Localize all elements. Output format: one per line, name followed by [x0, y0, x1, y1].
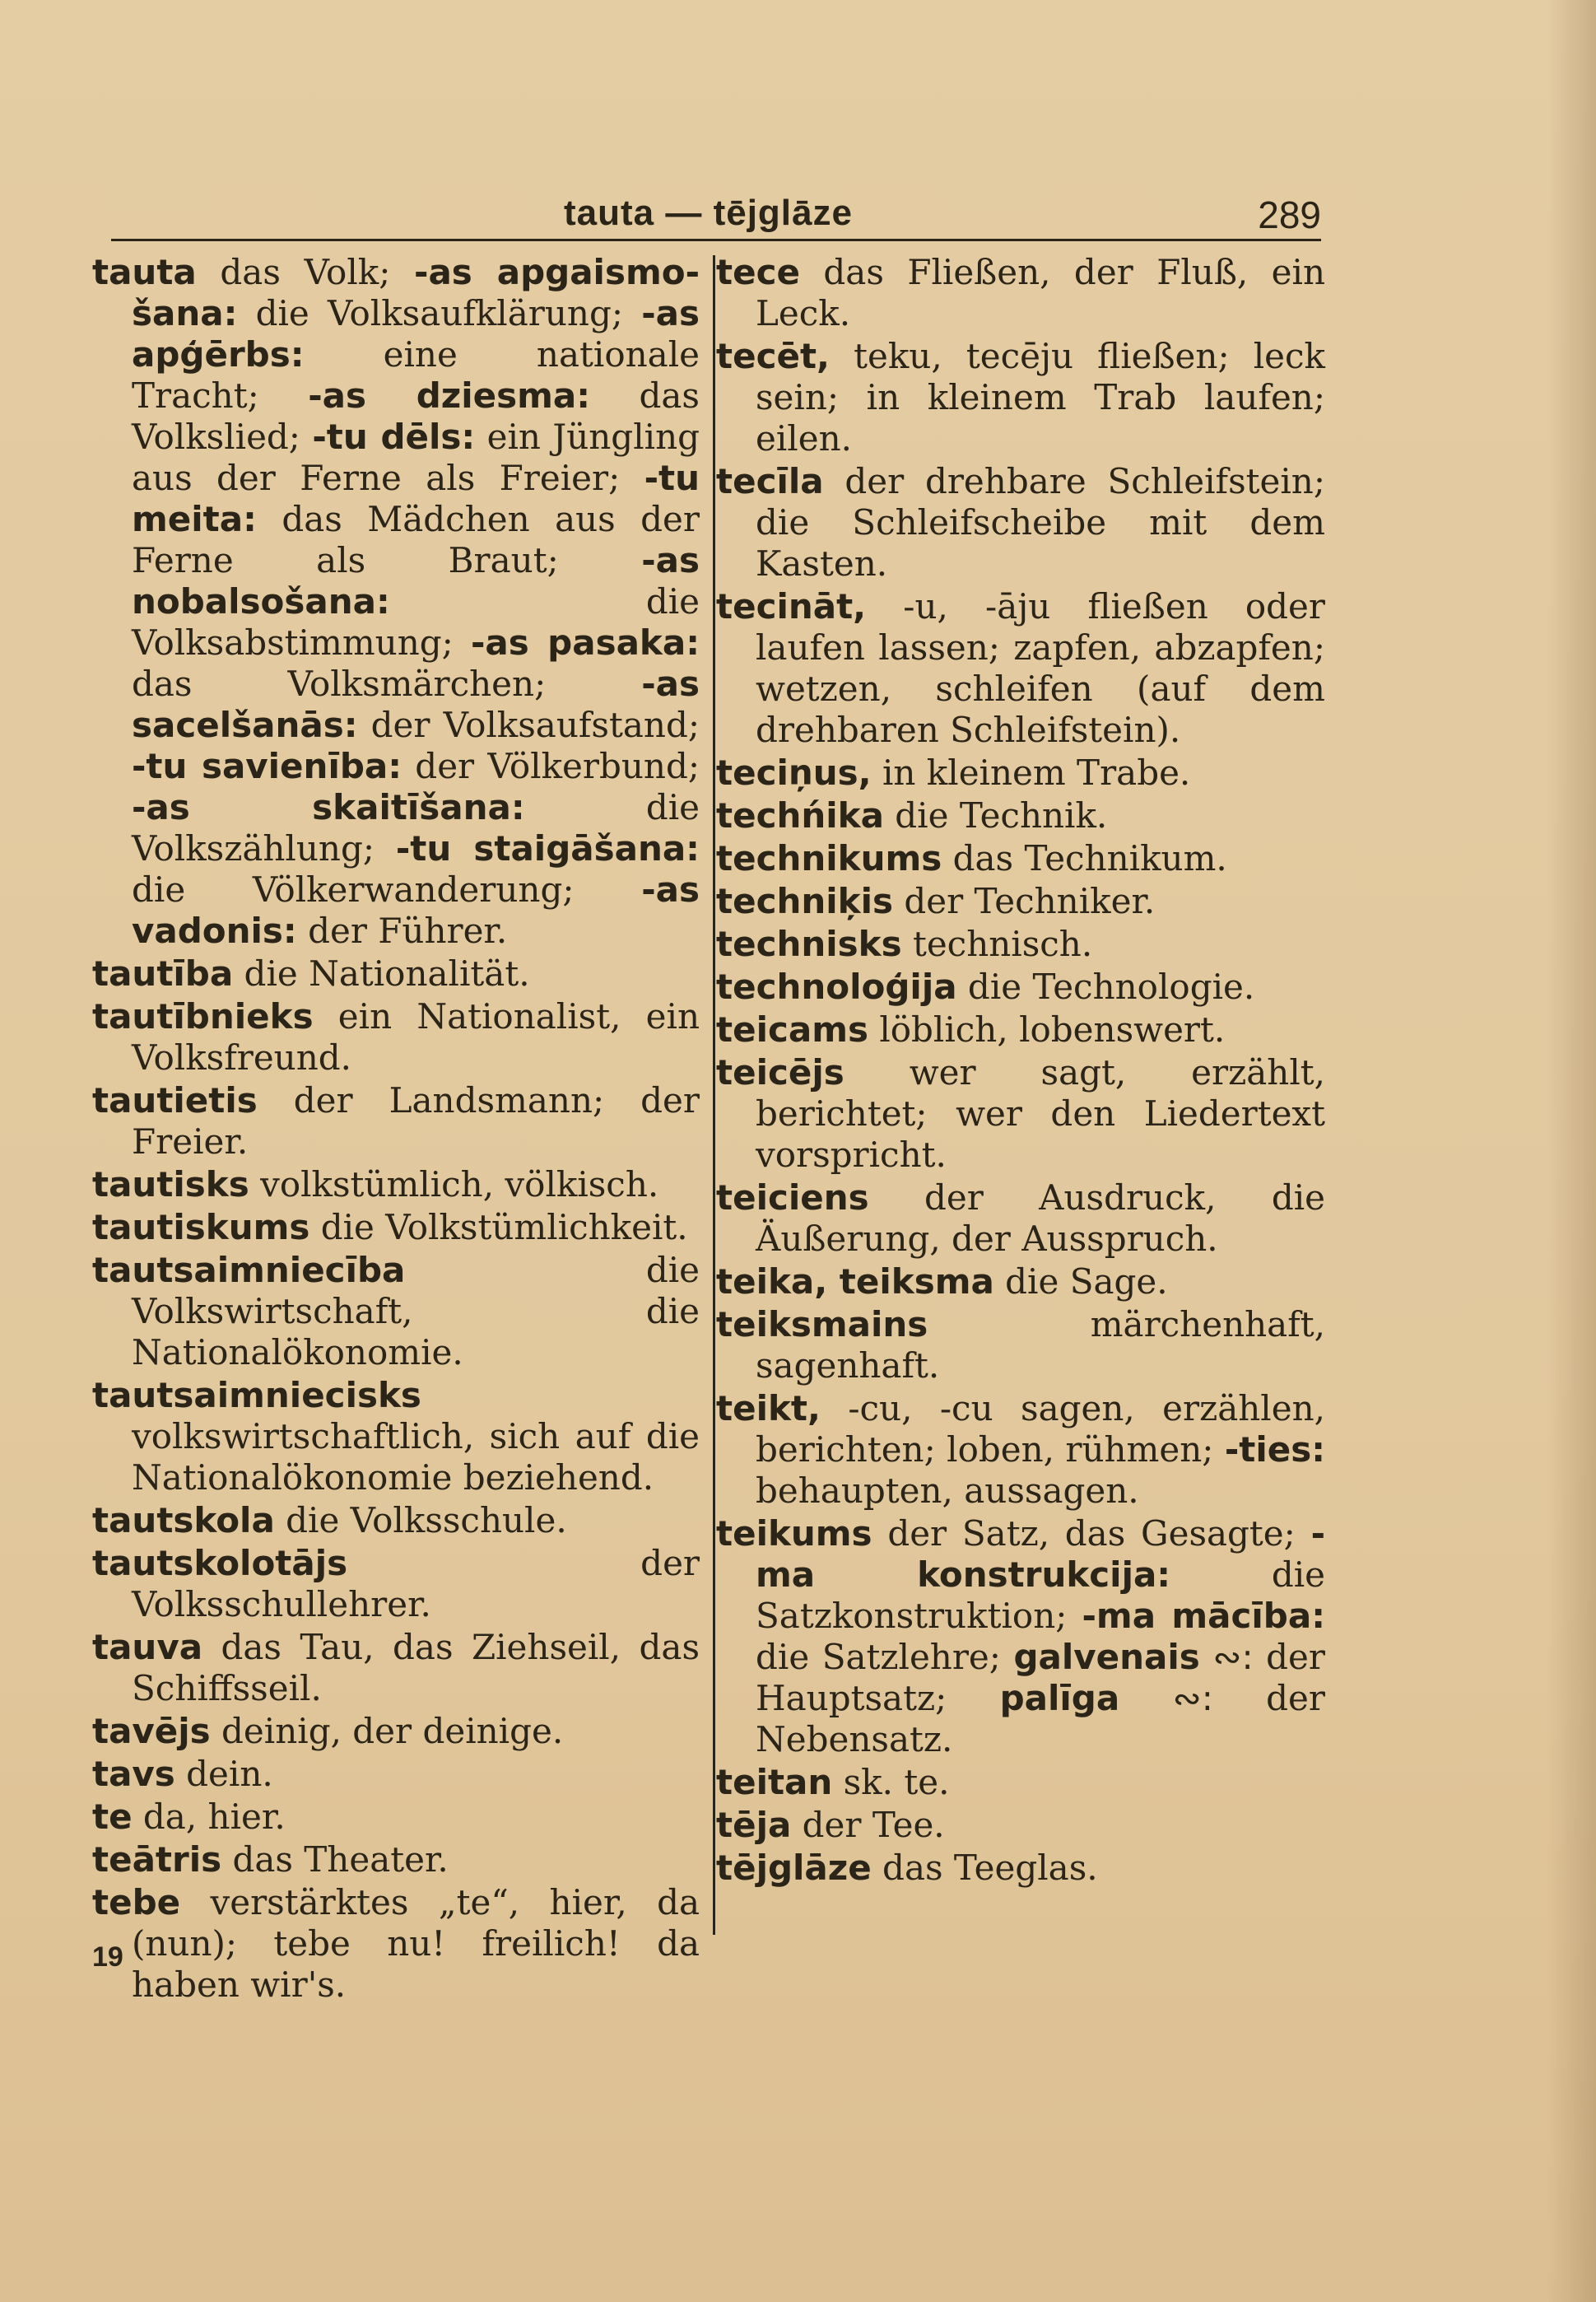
subentry-term: -tu savienība:: [132, 746, 402, 786]
dictionary-entry: [716, 461, 1325, 585]
headword: tautskola: [92, 1500, 275, 1540]
definition-text: da, hier.: [132, 1796, 286, 1837]
headword: technisks: [716, 924, 902, 964]
tilde-symbol: ∾:: [1199, 1637, 1267, 1677]
subentry-term: -ma mācība:: [1082, 1596, 1325, 1636]
headword: tecīla: [716, 461, 824, 501]
definition-text: der drehbare Schleifstein; die Schleifscheibe mit dem Kasten.: [756, 461, 1325, 584]
definition-text: teku, tecēju fließen; leck sein; in kleinem Trab laufen; eilen.: [756, 336, 1325, 459]
subentry-term: -as nobalsošana:: [132, 540, 700, 622]
headword: teiciens: [716, 1177, 869, 1218]
dictionary-entry: [92, 1543, 700, 1625]
definition-text: das Volkslied;: [132, 375, 700, 457]
definition-text: volkstümlich, völkisch.: [249, 1164, 659, 1205]
dictionary-entry: [92, 1711, 700, 1752]
subentry-term: -ma konstrukcija:: [756, 1513, 1325, 1595]
subentry-term: -as skaitīšana:: [132, 787, 525, 827]
definition-text: der Techniker.: [892, 881, 1156, 921]
definition-text: technisch.: [901, 924, 1093, 964]
definition-text: wer sagt, erzählt, berichtet; wer den Liedertext vorspricht.: [756, 1052, 1325, 1175]
headword: tautiskums: [92, 1207, 310, 1247]
definition-text: der Tee.: [791, 1805, 945, 1845]
left-column: [92, 252, 700, 2007]
dictionary-entry: [716, 586, 1325, 751]
headword: techniķis: [716, 881, 893, 921]
headword: tautskolotājs: [92, 1543, 348, 1583]
definition-text: der Volksschullehrer.: [132, 1543, 700, 1624]
definition-text: das Volk;: [196, 252, 415, 292]
dictionary-entry: [716, 1261, 1325, 1302]
definition-text: die Volksschule.: [274, 1500, 567, 1540]
dictionary-entry: [716, 1513, 1325, 1760]
dictionary-entry: [92, 1250, 700, 1373]
subentry-term: -tu dēls:: [312, 417, 476, 457]
definition-text: der Nebensatz.: [756, 1678, 1325, 1759]
headword: tautsaimniecība: [92, 1250, 406, 1290]
headword: teicams: [716, 1009, 868, 1050]
definition-text: die Nationalität.: [233, 953, 530, 994]
tilde-symbol: ∾:: [1119, 1678, 1267, 1718]
subentry-term: galvenais: [1013, 1637, 1200, 1677]
headword: tavējs: [92, 1711, 211, 1751]
definition-text: in kleinem Trabe.: [871, 753, 1191, 793]
dictionary-entry: [716, 967, 1325, 1008]
headword: tējglāze: [716, 1848, 872, 1888]
headword: teiksmains: [716, 1304, 928, 1344]
dictionary-entry: [716, 795, 1325, 836]
headword: techńika: [716, 795, 884, 836]
dictionary-entry: [92, 1164, 700, 1205]
right-column: [716, 252, 1325, 1890]
definition-text: die Volkswirtschaft, die Nationalökonomie.: [132, 1250, 700, 1372]
dictionary-entry: [92, 1627, 700, 1709]
definition-text: die Volksabstimmung;: [132, 581, 700, 663]
definition-text: verstärktes „te“, hier, da (nun); tebe nu! freilich! da haben wir's.: [132, 1882, 700, 2005]
definition-text: die Sage.: [993, 1261, 1168, 1302]
definition-text: behaupten, aussagen.: [756, 1470, 1139, 1511]
headword: tece: [716, 252, 800, 292]
subentry-term: -as sacelšanās:: [132, 664, 700, 745]
definition-text: die Völkerwanderung;: [132, 869, 642, 910]
dictionary-entry: [716, 1177, 1325, 1260]
subentry-term: -as dziesma:: [308, 375, 591, 416]
dictionary-entry: [92, 996, 700, 1079]
dictionary-entry: [716, 1009, 1325, 1051]
headword: tautietis: [92, 1080, 258, 1121]
dictionary-entry: [92, 953, 700, 995]
dictionary-entry: [716, 1304, 1325, 1386]
dictionary-entry: [716, 1388, 1325, 1512]
definition-text: das Technikum.: [942, 838, 1227, 878]
definition-text: ein Jüngling aus der Ferne als Freier;: [132, 417, 700, 498]
headword: tauva: [92, 1627, 203, 1667]
definition-text: -cu, -cu sagen, erzählen, berichten; loben, rühmen;: [756, 1388, 1325, 1470]
dictionary-entry: [716, 1762, 1325, 1803]
headword: te: [92, 1796, 133, 1837]
headword: teikt,: [716, 1388, 821, 1428]
definition-text: sk. te.: [832, 1762, 950, 1802]
definition-text: die Technik.: [883, 795, 1108, 836]
page-edge-shadow: [1547, 0, 1596, 2302]
definition-text: das Theater.: [221, 1839, 449, 1880]
definition-text: die Technologie.: [956, 967, 1255, 1007]
headword: tautība: [92, 953, 234, 994]
headword: tebe: [92, 1882, 181, 1922]
dictionary-entry: [92, 1500, 700, 1541]
dictionary-entry: [92, 1080, 700, 1163]
dictionary-entry: [92, 1882, 700, 2006]
running-header: [111, 189, 1321, 241]
page-number: 289: [1258, 193, 1321, 236]
definition-text: der Völkerbund;: [402, 746, 700, 786]
headword: teātris: [92, 1839, 222, 1880]
dictionary-entry: [92, 1839, 700, 1880]
dictionary-entry: [716, 753, 1325, 794]
dictionary-entry: [92, 1754, 700, 1795]
definition-text: der Landsmann; der Freier.: [132, 1080, 700, 1162]
dictionary-entry: [716, 336, 1325, 459]
definition-text: die Volkstümlichkeit.: [309, 1207, 688, 1247]
dictionary-entry: [716, 1805, 1325, 1846]
definition-text: das Tau, das Ziehseil, das Schiffsseil.: [132, 1627, 700, 1708]
definition-text: die Satzlehre;: [756, 1637, 1014, 1677]
dictionary-entry: [92, 1796, 700, 1838]
headword: tēja: [716, 1805, 792, 1845]
subentry-term: palīga: [999, 1678, 1120, 1718]
definition-text: das Fließen, der Fluß, ein Leck.: [756, 252, 1325, 333]
subentry-term: -ties:: [1224, 1429, 1325, 1470]
headword: teitan: [716, 1762, 833, 1802]
definition-text: das Mädchen aus der Ferne als Braut;: [132, 499, 700, 580]
subentry-term: -tu meita:: [132, 458, 700, 539]
definition-text: die Volkszählung;: [132, 787, 700, 869]
definition-text: das Volksmärchen;: [132, 664, 642, 704]
definition-text: deinig, der deinige.: [210, 1711, 564, 1751]
definition-text: der Satz, das Gesagte;: [872, 1513, 1311, 1554]
header-title: tauta — tējglāze: [564, 193, 853, 233]
headword: tecināt,: [716, 586, 867, 627]
printer-signature-mark: 19: [92, 1941, 123, 1973]
definition-text: der Ausdruck, die Äußerung, der Ausspruch.: [756, 1177, 1325, 1259]
subentry-term: -as apģērbs:: [132, 293, 700, 375]
dictionary-entry: [716, 1848, 1325, 1889]
definition-text: dein.: [174, 1754, 273, 1794]
headword: tautisks: [92, 1164, 249, 1205]
headword: technikums: [716, 838, 942, 878]
dictionary-entry: [716, 924, 1325, 965]
definition-text: eine nationale Tracht;: [132, 334, 700, 416]
headword: tavs: [92, 1754, 175, 1794]
headword: teika, teiksma: [716, 1261, 994, 1302]
headword: tautsaimniecisks: [92, 1375, 421, 1415]
dictionary-entry: [716, 1052, 1325, 1176]
dictionary-entry: [716, 838, 1325, 879]
subentry-term: -as pasaka:: [470, 622, 700, 663]
headword: tautībnieks: [92, 996, 314, 1037]
headword: teikums: [716, 1513, 872, 1554]
headword: tauta: [92, 252, 197, 292]
dictionary-entry: [92, 1207, 700, 1248]
definition-text: märchenhaft, sagenhaft.: [756, 1304, 1325, 1386]
dictionary-entry: [716, 881, 1325, 922]
subentry-term: -as vadonis:: [132, 869, 700, 951]
dictionary-entry: [716, 252, 1325, 334]
definition-text: der Volksaufstand;: [357, 705, 700, 745]
subentry-term: -tu staigāšana:: [395, 828, 700, 869]
definition-text: volkswirtschaftlich, sich auf die Nationalökonomie beziehend.: [132, 1416, 700, 1498]
headword: teciņus,: [716, 753, 872, 793]
headword: teicējs: [716, 1052, 845, 1093]
headword: tecēt,: [716, 336, 830, 376]
definition-text: -u, -āju fließen oder laufen lassen; zapfen, abzapfen; wetzen, schleifen (auf dem drehbaren Schleifstein).: [756, 586, 1325, 750]
definition-text: löblich, lobenswert.: [868, 1009, 1226, 1050]
definition-text: die Volksaufklärung;: [237, 293, 642, 333]
subentry-term: -as apgaismo-šana:: [132, 252, 700, 333]
dictionary-entry: [92, 1375, 700, 1498]
definition-text: der Hauptsatz;: [756, 1637, 1325, 1718]
definition-text: die Satzkonstruktion;: [756, 1554, 1326, 1636]
column-divider: [713, 255, 715, 1935]
definition-text: der Führer.: [296, 911, 508, 951]
definition-text: das Teeglas.: [871, 1848, 1098, 1888]
definition-text: ein Nationalist, ein Volksfreund.: [132, 996, 700, 1078]
headword: technoloģija: [716, 967, 957, 1007]
dictionary-entry: [92, 252, 700, 952]
